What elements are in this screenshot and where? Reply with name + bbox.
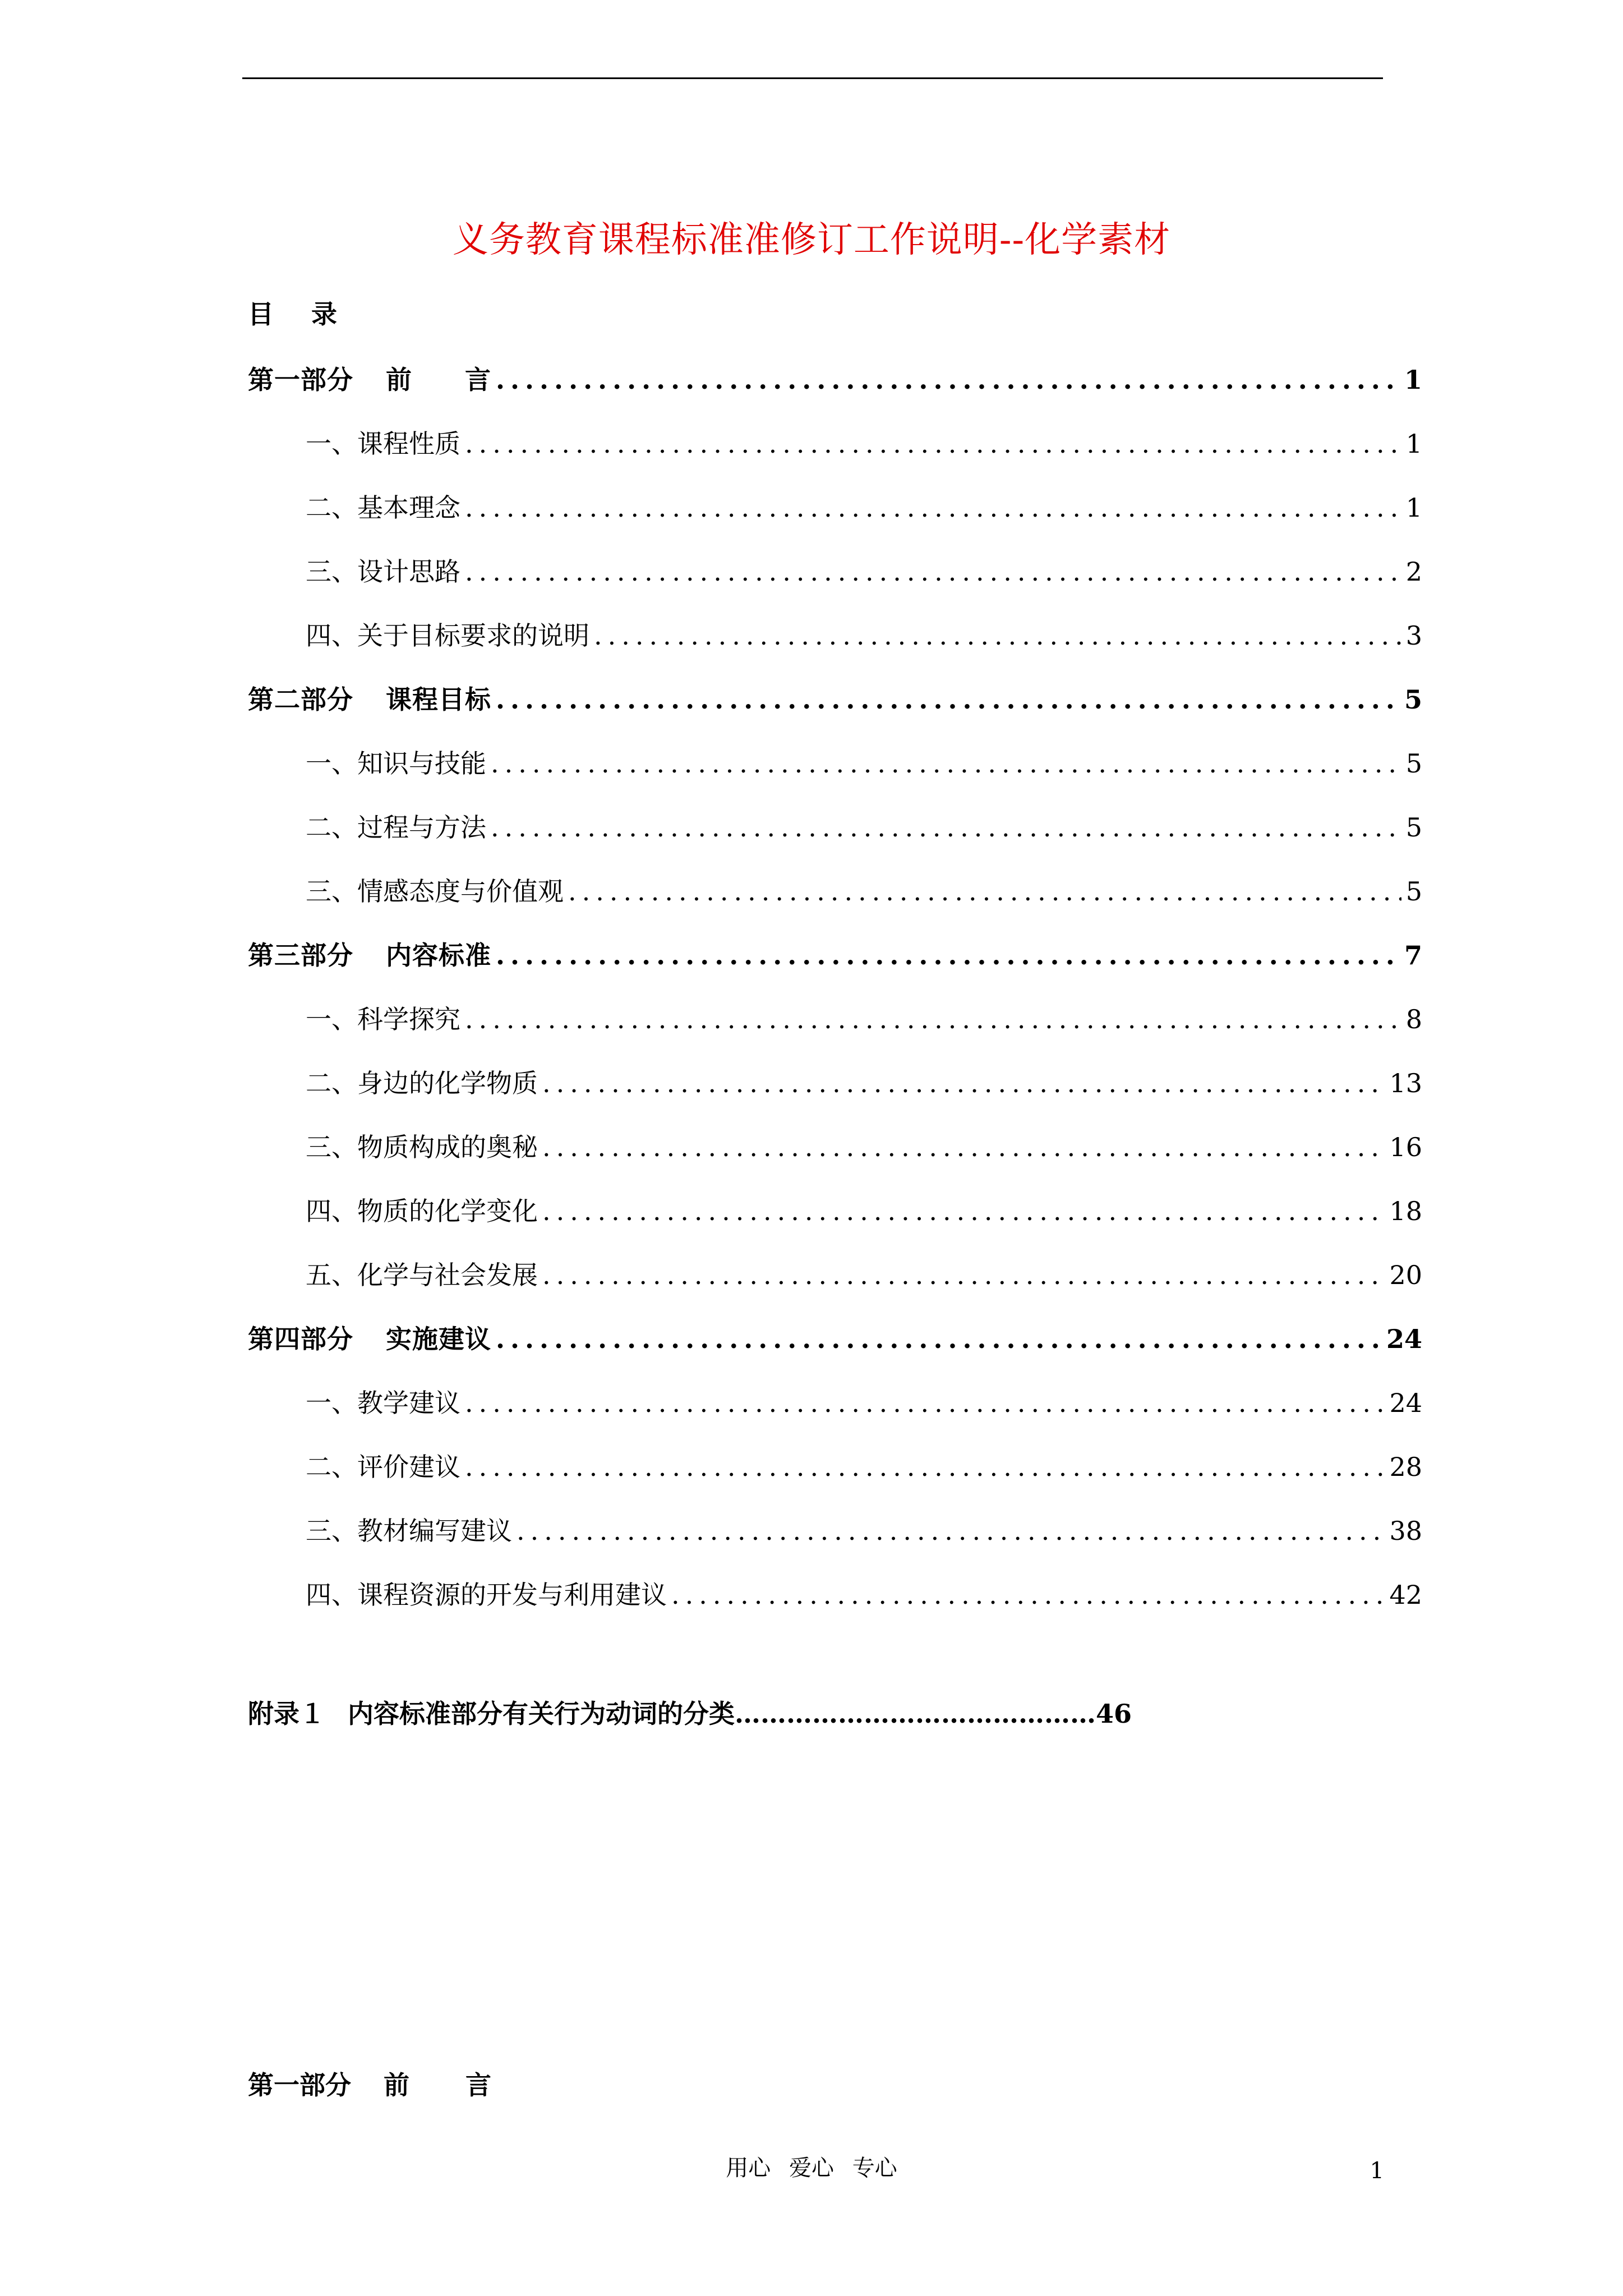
- toc-dot-leader: [496, 935, 1400, 976]
- toc-section-label: 二、过程与方法: [306, 812, 486, 843]
- toc-part-name: 前 言: [386, 365, 491, 395]
- toc-part-entry[interactable]: [248, 679, 1422, 720]
- toc-heading-char-1: 目: [248, 299, 274, 329]
- appendix-page-number: 46: [1096, 1699, 1132, 1729]
- toc-part-label: [248, 359, 491, 401]
- section-name-char-2: 言: [465, 2070, 491, 2100]
- toc-page-number: 24: [1386, 1324, 1422, 1354]
- toc-page-number: 3: [1405, 620, 1422, 651]
- toc-part-number: 第一部分: [248, 365, 353, 395]
- toc-dot-leader: [517, 1510, 1385, 1552]
- toc-part-entry[interactable]: [248, 935, 1422, 976]
- toc-section-label: 四、关于目标要求的说明: [306, 620, 589, 651]
- toc-section-label: 二、基本理念: [306, 493, 460, 523]
- toc-section-label: 一、课程性质: [306, 429, 460, 459]
- toc-page-number: 28: [1389, 1452, 1422, 1482]
- toc-section-entry[interactable]: [306, 999, 1422, 1040]
- toc-dot-leader: [542, 1254, 1385, 1296]
- toc-dot-leader: [496, 679, 1400, 720]
- toc-page-number: 1: [1404, 365, 1422, 395]
- toc-page-number: 8: [1405, 1004, 1422, 1034]
- toc-part-name: 实施建议: [386, 1324, 491, 1354]
- appendix-text: 内容标准部分有关行为动词的分类: [348, 1699, 735, 1729]
- toc-dot-leader: [465, 487, 1401, 528]
- toc-section-label: 四、课程资源的开发与利用建议: [306, 1580, 667, 1610]
- toc-section-label: 五、化学与社会发展: [306, 1260, 538, 1290]
- toc-page-number: 20: [1389, 1260, 1422, 1290]
- toc-section-label: 一、教学建议: [306, 1388, 460, 1418]
- section-name-char-1: 前: [384, 2070, 409, 2100]
- toc-section-label: 三、物质构成的奥秘: [306, 1132, 538, 1162]
- toc-section-label: 二、评价建议: [306, 1452, 460, 1482]
- toc-dot-leader: [465, 551, 1401, 592]
- toc-section-label: 二、身边的化学物质: [306, 1068, 538, 1098]
- toc-page-number: 5: [1405, 876, 1422, 907]
- toc-section-entry[interactable]: [306, 743, 1422, 784]
- toc-page-number: 38: [1389, 1516, 1422, 1546]
- toc-section-entry[interactable]: [306, 1062, 1422, 1104]
- toc-section-label: 一、知识与技能: [306, 748, 486, 779]
- toc-section-entry[interactable]: [306, 1254, 1422, 1296]
- toc-page-number: 16: [1389, 1132, 1422, 1162]
- toc-dot-leader: [671, 1574, 1385, 1616]
- toc-dot-leader: [542, 1190, 1385, 1232]
- toc-section-entry[interactable]: [306, 1382, 1422, 1424]
- toc-page-number: 18: [1389, 1196, 1422, 1226]
- toc-page-number: 42: [1389, 1580, 1422, 1610]
- toc-dot-leader: [542, 1126, 1385, 1168]
- toc-dot-leader: [465, 1382, 1385, 1424]
- toc-part-number: 第三部分: [248, 940, 353, 970]
- section-part: 第一部分: [248, 2070, 351, 2100]
- toc-part-name: 课程目标: [386, 684, 491, 715]
- toc-page-number: 5: [1405, 812, 1422, 843]
- toc-section-label: 三、教材编写建议: [306, 1516, 512, 1546]
- toc-page-number: 5: [1404, 684, 1422, 715]
- toc-part-entry[interactable]: [248, 1318, 1422, 1360]
- toc-part-entry[interactable]: [248, 359, 1422, 401]
- document-title: 义务教育课程标准准修订工作说明--化学素材: [452, 219, 1171, 261]
- toc-dot-leader: [568, 871, 1401, 912]
- appendix-label: 附录１: [248, 1699, 325, 1729]
- toc-section-entry[interactable]: [306, 1446, 1422, 1488]
- toc-page-number: 5: [1405, 748, 1422, 779]
- toc-section-entry[interactable]: [306, 871, 1422, 912]
- toc-dot-leader: [491, 743, 1401, 784]
- toc-appendix-entry[interactable]: [248, 1693, 1132, 1734]
- toc-dot-leader: [491, 807, 1401, 848]
- toc-dot-leader: [542, 1062, 1385, 1104]
- toc-part-label: [248, 935, 491, 976]
- toc-heading-char-2: 录: [311, 299, 338, 329]
- toc-section-entry[interactable]: [306, 423, 1422, 464]
- toc-section-entry[interactable]: [306, 1126, 1422, 1168]
- toc-part-number: 第四部分: [248, 1324, 353, 1354]
- toc-dot-leader: [594, 615, 1401, 656]
- toc-section-entry[interactable]: [306, 1190, 1422, 1232]
- toc-part-name: 内容标准: [386, 940, 491, 970]
- toc-section-label: 一、科学探究: [306, 1004, 460, 1034]
- toc-dot-leader: [465, 999, 1401, 1040]
- toc-page-number: 7: [1404, 940, 1422, 970]
- page-number: 1: [1370, 2158, 1384, 2184]
- toc-section-label: 四、物质的化学变化: [306, 1196, 538, 1226]
- section-heading: [248, 2064, 491, 2106]
- toc-page-number: 1: [1405, 493, 1422, 523]
- toc-page-number: 1: [1405, 429, 1422, 459]
- toc-part-label: [248, 679, 491, 720]
- toc-dot-leader: [465, 1446, 1385, 1488]
- toc-page-number: 24: [1389, 1388, 1422, 1418]
- toc-section-entry[interactable]: [306, 1510, 1422, 1552]
- toc-page-number: 13: [1389, 1068, 1422, 1098]
- appendix-leader: ……………………………………: [735, 1699, 1096, 1729]
- toc-dot-leader: [496, 1318, 1382, 1360]
- toc-section-entry[interactable]: [306, 551, 1422, 592]
- toc-section-entry[interactable]: [306, 1574, 1422, 1616]
- toc-section-entry[interactable]: [306, 487, 1422, 528]
- toc-dot-leader: [465, 423, 1401, 464]
- toc-page-number: 2: [1405, 556, 1422, 587]
- toc-part-number: 第二部分: [248, 684, 353, 715]
- footer-motto: 用心 爱心 专心: [726, 2155, 897, 2181]
- toc-section-label: 三、设计思路: [306, 556, 460, 587]
- toc-part-label: [248, 1318, 491, 1360]
- toc-dot-leader: [496, 359, 1400, 401]
- toc-section-entry[interactable]: [306, 807, 1422, 848]
- toc-section-entry[interactable]: [306, 615, 1422, 656]
- toc-section-label: 三、情感态度与价值观: [306, 876, 564, 907]
